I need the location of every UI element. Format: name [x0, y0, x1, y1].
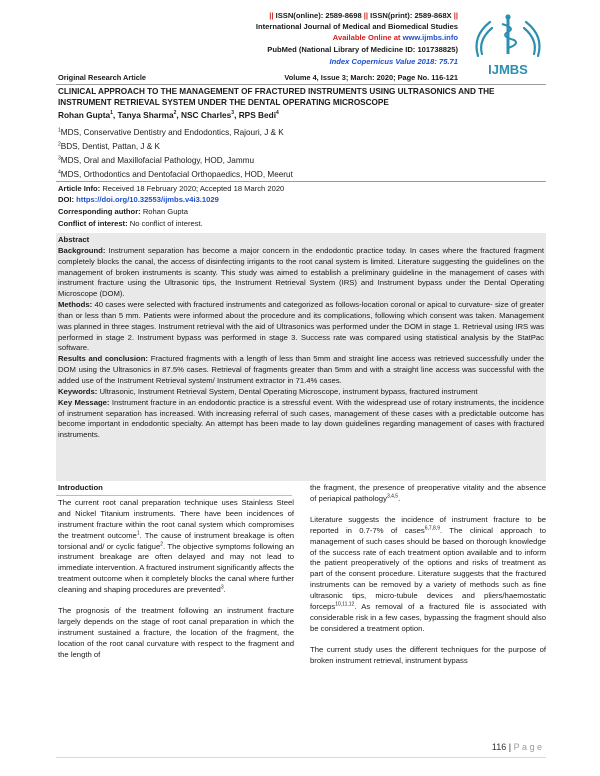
paragraph: the fragment, the presence of preoperative vitality and the absence of periapical pathology$^{3,4,5}$.: [310, 483, 546, 503]
pubmed-line: PubMed (National Library of Medicine ID: 101738825): [267, 45, 458, 54]
article-type: Original Research Article: [58, 73, 147, 82]
logo-text: IJMBS: [488, 62, 528, 77]
right-column: [310, 483, 546, 677]
affiliation-divider: [56, 181, 546, 182]
corresponding-author: Corresponding author: Rohan Gupta: [58, 207, 188, 216]
copernicus-line: Index Copernicus Value 2018: 75.71: [329, 57, 458, 66]
journal-name: International Journal of Medical and Biomedical Studies: [255, 22, 458, 31]
author-name: RPS Bedi: [238, 110, 277, 120]
abstract-key-message: Key Message: Instrument fracture in an endodontic practice is a stressful event. With the widespread use of rotary instruments, the incidence of instrument separation has increased. With increasing referral of such cases, management of these cases with a predictable outcome has become important in endodontic specialty. An attempt has been made to lay down guidelines regarding management of cases with fractured instruments.: [58, 397, 544, 440]
abstract-body: [58, 235, 544, 441]
page-number: 116: [491, 742, 507, 752]
availability-line: Available Online at www.ijmbs.info: [332, 33, 458, 42]
page-footer: 116 | P a g e: [491, 742, 542, 752]
journal-logo: [462, 10, 554, 82]
paragraph: The current study uses the different techniques for the purpose of broken instrument retrieval, instrument bypass: [310, 644, 546, 665]
affiliation-2: $^2$BDS, Dentist, Pattan, J & K: [58, 141, 160, 151]
doi-link[interactable]: https://doi.org/10.32553/ijmbs.v4i3.1029: [76, 195, 219, 204]
abstract-keywords: Keywords: Ultrasonic, Instrument Retrieval System, Dental Operating Microscope, instrument bypass, fractured instrument: [58, 386, 478, 396]
author-name: Tanya Sharma: [117, 110, 174, 120]
paragraph: The current root canal preparation technique uses Stainless Steel and Nickel Titanium instruments. There have been incidences of instrument fracture within the root canal system which compromises the treatment outcome$^1$. The cause of instrument breakage is often torsional and/ or cyclic fatigue$^2$. The objective symptoms following an instrument breakage are often delayed and may not lead to immediate intervention. A fractured instrument significantly affects the treatment outcome when it completely blocks the canal where further cleaning and shaping procedures are prevented$^3$.: [58, 497, 294, 595]
abstract-background: Background: Instrument separation has become a major concern in the endodontic practice today. In cases where the fractured fragment completely blocks the canal, the access of disinfecting irrigants to the root canal system is limited. Literature suggesting the guidelines on the management of broken instruments is scanty. This study was aimed to establish a preliminary guideline in the management of cases with instrument fracture using the Ultrasonic tips, the Instrument Retrieval System (IRS) and Instrument bypass under the Dental Operating Microscope (DOM).: [58, 245, 544, 299]
author-name: NSC Charles: [181, 110, 232, 120]
affiliation-3: $^3$MDS, Oral and Maxillofacial Pathology, HOD, Jammu: [58, 155, 255, 165]
header-divider: [56, 84, 546, 85]
abstract-methods: Methods: 40 cases were selected with fractured instruments and categorized as follows-location coronal or apical to curvature- size of greater than or less than 5 mm. Patients were informed about the procedure and its complications, following which consent was taken. Management was planned in three stages. Instrument retrieval with the aid of Ultrasonics was performed under the DOM in stage 1. Retrieval using IRS was performed in stage 2. Instrument bypass was performed in stage 3. Success rate was compared using statistical analysis by the StatPac software.: [58, 300, 544, 353]
left-column: [58, 483, 294, 671]
paragraph: Literature suggests the incidence of instrument fracture to be reported in 0.7-7% of cases$^{6,7,8,9}$. The clinical approach to management of such cases should be based on thorough knowledge of the success rate of each treatment option available and to inform the patient preoperatively of the options and risks of treatment as part of the consent procedure. Literature suggests that the fractured instruments can be removed by a variety of methods such as fine ultrasonic tips, micro-tubule devices and pliers/haemostatic forceps$^{10,11,12}$. As removal of a fractured file is associated with considerable risk in a few cases, bypassing the fragment should also be considered a treatment option.: [310, 514, 547, 633]
author-name: Rohan Gupta: [58, 110, 111, 120]
paragraph: The prognosis of the treatment following an instrument fracture largely depends on the stage of root canal preparation in which the instrument sustained a fracture, the location of the fragment, the location of the root canal curvature with respect to the fragment and the length of: [58, 606, 294, 659]
article-title: CLINICAL APPROACH TO THE MANAGEMENT OF FRACTURED INSTRUMENTS USING ULTRASONICS AND THE INSTRUMENT RETRIEVAL SYSTEM UNDER THE DENTAL OPERATING MICROSCOPE: [58, 87, 495, 107]
abstract-heading: Abstract: [58, 235, 90, 244]
doi-line: DOI: https://doi.org/10.32553/ijmbs.v4i3.1029: [58, 195, 219, 204]
volume-info: Volume 4, Issue 3; March: 2020; Page No. 116-121: [284, 73, 458, 82]
author-list: Rohan Gupta$^1$, Tanya Sharma$^2$, NSC Charles$^3$, RPS Bedi$^4$: [58, 110, 279, 120]
issn-line: || ISSN(online): 2589-8698 || ISSN(print): 2589-868X ||: [269, 11, 458, 20]
page-word: P a g e: [513, 742, 542, 752]
conflict-of-interest: Conflict of interest: No conflict of interest.: [58, 219, 203, 228]
journal-website-link[interactable]: www.ijmbs.info: [402, 33, 458, 42]
article-info: Article Info: Received 18 February 2020; Accepted 18 March 2020: [58, 184, 285, 193]
footer-divider: [56, 757, 546, 758]
abstract-results: Results and conclusion: Fractured fragments with a length of less than 5mm and straight line access was retrieved successfully under the DOM using the Ultrasonics in 87.5% cases. Retrieval of fragments greater than 5mm and with a straight line access was successful with the added use of the Instrument Retrieval system/ Instrument extractor in 71.4% cases.: [58, 354, 544, 385]
affiliation-4: $^4$MDS, Orthodontics and Dentofacial Orthopaedics, HOD, Meerut: [58, 169, 293, 179]
affiliation-1: $^1$MDS, Conservative Dentistry and Endodontics, Rajouri, J & K: [58, 127, 284, 137]
intro-heading: Introduction: [58, 483, 103, 492]
